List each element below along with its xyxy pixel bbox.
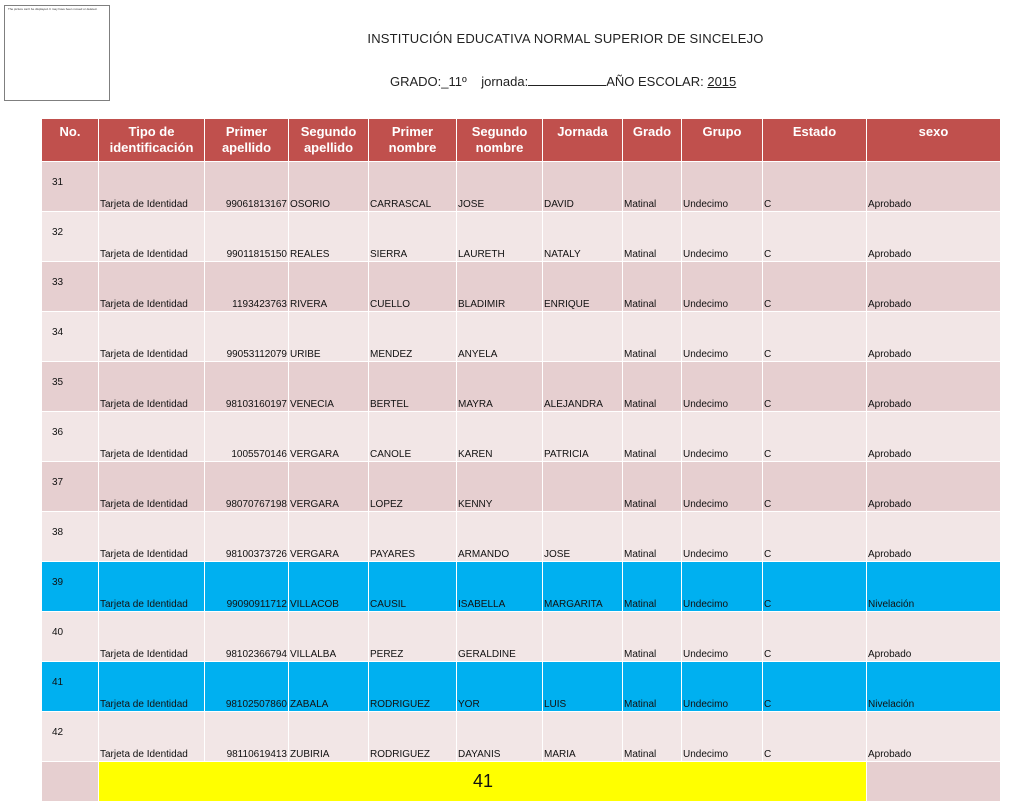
shift-cell: Matinal [623, 662, 682, 712]
table-row [42, 562, 1001, 612]
column-header: sexo [867, 119, 1001, 162]
second-surname-cell: CAUSIL [369, 562, 457, 612]
id-type-cell: Tarjeta de Identidad [99, 262, 205, 312]
shift-cell: Matinal [623, 612, 682, 662]
id-type-cell: Tarjeta de Identidad [99, 312, 205, 362]
second-surname-cell: PAYARES [369, 512, 457, 562]
column-header: No. [42, 119, 99, 162]
grade-cell: Undecimo [682, 462, 763, 512]
second-surname-cell: CARRASCAL [369, 162, 457, 212]
id-type-cell: Tarjeta de Identidad [99, 612, 205, 662]
status-cell: Aprobado [867, 712, 1001, 762]
second-name-cell: LUIS [543, 662, 623, 712]
table-row [42, 462, 1001, 512]
id-number-cell: 98070767198 [205, 462, 289, 512]
first-surname-cell: REALES [289, 212, 369, 262]
shift-cell: Matinal [623, 262, 682, 312]
grade-cell: Undecimo [682, 362, 763, 412]
column-header: Primer apellido [205, 119, 289, 162]
row-number: 42 [42, 712, 99, 762]
second-name-cell: JOSE [543, 512, 623, 562]
table-row [42, 512, 1001, 562]
first-surname-cell: VILLACOB [289, 562, 369, 612]
row-number: 35 [42, 362, 99, 412]
anio-value: 2015 [707, 74, 737, 89]
status-cell: Aprobado [867, 162, 1001, 212]
broken-image-note: The picture can't be displayed. It may have been moved or deleted. [8, 7, 98, 11]
table-row [42, 412, 1001, 462]
id-type-cell: Tarjeta de Identidad [99, 712, 205, 762]
second-surname-cell: LOPEZ [369, 462, 457, 512]
first-name-cell: JOSE [457, 162, 543, 212]
jornada-label: jornada: [481, 74, 529, 89]
id-type-cell: Tarjeta de Identidad [99, 512, 205, 562]
id-number-cell: 99011815150 [205, 212, 289, 262]
second-surname-cell: RODRIGUEZ [369, 662, 457, 712]
id-type-cell: Tarjeta de Identidad [99, 412, 205, 462]
column-header: Tipo de identificación [99, 119, 205, 162]
first-surname-cell: ZABALA [289, 662, 369, 712]
group-cell: C [763, 512, 867, 562]
table-header-row [42, 119, 1001, 162]
first-surname-cell: VERGARA [289, 412, 369, 462]
shift-cell: Matinal [623, 712, 682, 762]
second-name-cell: MARIA [543, 712, 623, 762]
status-cell: Aprobado [867, 362, 1001, 412]
id-number-cell: 98102507860 [205, 662, 289, 712]
row-number: 41 [42, 662, 99, 712]
first-name-cell: GERALDINE [457, 612, 543, 662]
document-title: INSTITUCIÓN EDUCATIVA NORMAL SUPERIOR DE SINCELEJO [367, 31, 764, 46]
shift-cell: Matinal [623, 312, 682, 362]
second-surname-cell: PEREZ [369, 612, 457, 662]
grade-cell: Undecimo [682, 312, 763, 362]
row-number: 38 [42, 512, 99, 562]
shift-cell: Matinal [623, 212, 682, 262]
id-number-cell: 1193423763 [205, 262, 289, 312]
column-header: Grado [623, 119, 682, 162]
id-number-cell: 1005570146 [205, 412, 289, 462]
grade-cell: Undecimo [682, 212, 763, 262]
group-cell: C [763, 662, 867, 712]
second-surname-cell: RODRIGUEZ [369, 712, 457, 762]
group-cell: C [763, 712, 867, 762]
first-name-cell: KAREN [457, 412, 543, 462]
shift-cell: Matinal [623, 362, 682, 412]
column-header: Grupo [682, 119, 763, 162]
id-number-cell: 99090911712 [205, 562, 289, 612]
first-name-cell: BLADIMIR [457, 262, 543, 312]
status-cell: Aprobado [867, 312, 1001, 362]
second-name-cell: PATRICIA [543, 412, 623, 462]
grade-cell: Undecimo [682, 562, 763, 612]
id-type-cell: Tarjeta de Identidad [99, 462, 205, 512]
table-row [42, 362, 1001, 412]
row-number: 37 [42, 462, 99, 512]
group-cell: C [763, 212, 867, 262]
first-name-cell: YOR [457, 662, 543, 712]
grade-cell: Undecimo [682, 262, 763, 312]
first-name-cell: ARMANDO [457, 512, 543, 562]
grade-cell: Undecimo [682, 412, 763, 462]
broken-image-placeholder [4, 5, 110, 101]
status-cell: Aprobado [867, 512, 1001, 562]
jornada-blank-line [528, 74, 606, 86]
group-cell: C [763, 312, 867, 362]
first-name-cell: ANYELA [457, 312, 543, 362]
group-cell: C [763, 612, 867, 662]
group-cell: C [763, 162, 867, 212]
grade-cell: Undecimo [682, 612, 763, 662]
second-surname-cell: CANOLE [369, 412, 457, 462]
status-cell: Aprobado [867, 262, 1001, 312]
second-name-cell: MARGARITA [543, 562, 623, 612]
id-number-cell: 98100373726 [205, 512, 289, 562]
row-number: 39 [42, 562, 99, 612]
row-number: 32 [42, 212, 99, 262]
first-surname-cell: URIBE [289, 312, 369, 362]
first-name-cell: MAYRA [457, 362, 543, 412]
grade-cell: Undecimo [682, 162, 763, 212]
column-header: Segundo nombre [457, 119, 543, 162]
second-name-cell [543, 462, 623, 512]
shift-cell: Matinal [623, 462, 682, 512]
second-surname-cell: CUELLO [369, 262, 457, 312]
grado-label: GRADO:_11º [390, 74, 467, 89]
group-cell: C [763, 412, 867, 462]
first-surname-cell: RIVERA [289, 262, 369, 312]
table-row [42, 312, 1001, 362]
table-row [42, 162, 1001, 212]
anio-label: AÑO ESCOLAR: [606, 74, 708, 89]
row-number: 36 [42, 412, 99, 462]
first-surname-cell: OSORIO [289, 162, 369, 212]
column-header: Segundo apellido [289, 119, 369, 162]
group-cell: C [763, 562, 867, 612]
table-row [42, 662, 1001, 712]
table-row [42, 712, 1001, 762]
first-name-cell: LAURETH [457, 212, 543, 262]
table-row [42, 212, 1001, 262]
second-surname-cell: MENDEZ [369, 312, 457, 362]
grade-cell: Undecimo [682, 512, 763, 562]
id-number-cell: 98103160197 [205, 362, 289, 412]
shift-cell: Matinal [623, 562, 682, 612]
first-name-cell: KENNY [457, 462, 543, 512]
shift-cell: Matinal [623, 162, 682, 212]
group-cell: C [763, 462, 867, 512]
students-table [41, 118, 1001, 802]
first-surname-cell: VENECIA [289, 362, 369, 412]
first-surname-cell: VERGARA [289, 462, 369, 512]
status-cell: Aprobado [867, 462, 1001, 512]
row-number: 34 [42, 312, 99, 362]
id-type-cell: Tarjeta de Identidad [99, 562, 205, 612]
column-header: Jornada [543, 119, 623, 162]
document-subtitle [390, 74, 736, 89]
id-number-cell: 99061813167 [205, 162, 289, 212]
second-surname-cell: BERTEL [369, 362, 457, 412]
status-cell: Aprobado [867, 212, 1001, 262]
table-row [42, 262, 1001, 312]
id-type-cell: Tarjeta de Identidad [99, 212, 205, 262]
status-cell: Nivelación [867, 662, 1001, 712]
second-name-cell [543, 312, 623, 362]
first-surname-cell: VILLALBA [289, 612, 369, 662]
second-name-cell: DAVID [543, 162, 623, 212]
second-name-cell: NATALY [543, 212, 623, 262]
id-type-cell: Tarjeta de Identidad [99, 362, 205, 412]
status-cell: Nivelación [867, 562, 1001, 612]
row-number: 33 [42, 262, 99, 312]
id-type-cell: Tarjeta de Identidad [99, 162, 205, 212]
status-cell: Aprobado [867, 612, 1001, 662]
grade-cell: Undecimo [682, 662, 763, 712]
first-name-cell: ISABELLA [457, 562, 543, 612]
total-count: 41 [99, 762, 867, 802]
second-surname-cell: SIERRA [369, 212, 457, 262]
status-cell: Aprobado [867, 412, 1001, 462]
group-cell: C [763, 262, 867, 312]
column-header: Primer nombre [369, 119, 457, 162]
id-number-cell: 98110619413 [205, 712, 289, 762]
row-number: 40 [42, 612, 99, 662]
id-number-cell: 98102366794 [205, 612, 289, 662]
first-surname-cell: ZUBIRIA [289, 712, 369, 762]
first-name-cell: DAYANIS [457, 712, 543, 762]
id-type-cell: Tarjeta de Identidad [99, 662, 205, 712]
table-row [42, 612, 1001, 662]
grade-cell: Undecimo [682, 712, 763, 762]
row-number: 31 [42, 162, 99, 212]
group-cell: C [763, 362, 867, 412]
shift-cell: Matinal [623, 412, 682, 462]
second-name-cell [543, 612, 623, 662]
shift-cell: Matinal [623, 512, 682, 562]
second-name-cell: ALEJANDRA [543, 362, 623, 412]
second-name-cell: ENRIQUE [543, 262, 623, 312]
id-number-cell: 99053112079 [205, 312, 289, 362]
first-surname-cell: VERGARA [289, 512, 369, 562]
column-header: Estado [763, 119, 867, 162]
